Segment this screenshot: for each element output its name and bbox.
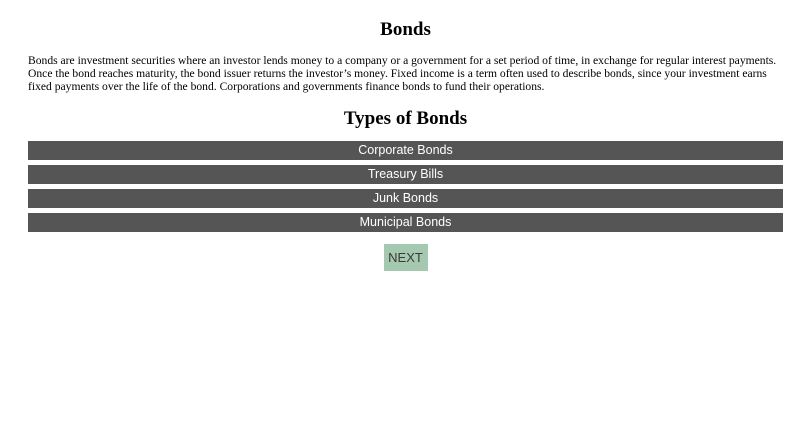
treasury-bills-button[interactable]: Treasury Bills bbox=[28, 165, 783, 184]
corporate-bonds-button[interactable]: Corporate Bonds bbox=[28, 141, 783, 160]
next-button[interactable]: NEXT bbox=[384, 244, 428, 271]
junk-bonds-button[interactable]: Junk Bonds bbox=[28, 189, 783, 208]
intro-paragraph: Bonds are investment securities where an investor lends money to a company or a government for a set period of time, in exchange for regular interest payments. Once the bond reaches maturity, the bond issuer returns the investor’s money. Fixed income is a term often used to describe bonds, since your investment earns fixed payments over the life of the bond. Corporations and governments finance bonds to fund their operations. bbox=[28, 54, 777, 93]
next-button-container bbox=[28, 244, 783, 271]
municipal-bonds-button[interactable]: Municipal Bonds bbox=[28, 213, 783, 232]
page-title: Bonds bbox=[380, 19, 431, 40]
types-section-title: Types of Bonds bbox=[343, 108, 468, 129]
bond-types-list bbox=[28, 141, 783, 232]
